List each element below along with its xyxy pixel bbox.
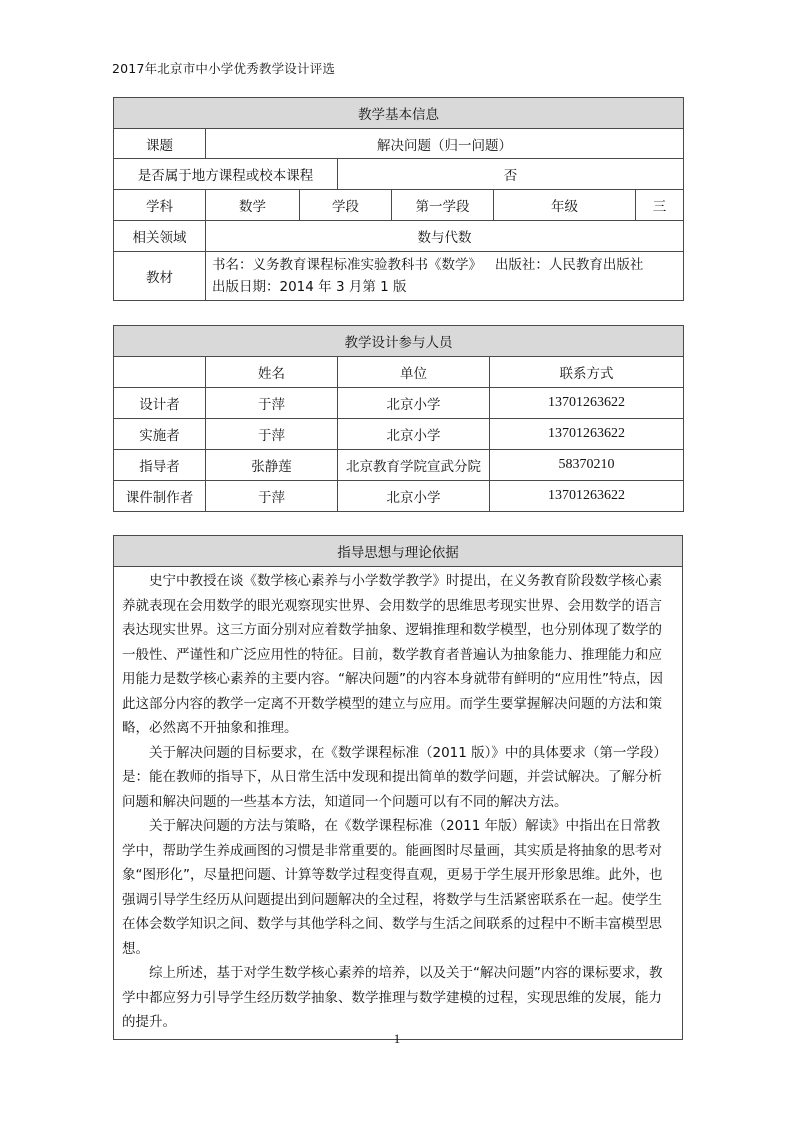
- column-header: 联系方式: [490, 357, 684, 388]
- page-number: 1: [393, 1031, 401, 1046]
- name-cell: 于萍: [206, 419, 338, 450]
- guidance-paragraph: 关于解决问题的目标要求，在《数学课程标准（2011 版）》中的具体要求（第一学段）是：能在教师的指导下，从日常生活中发现和提出简单的数学问题，并尝试解决。了解分析问题和解决问题的一些基本方法，知道同一个问题可以有不同的解决方法。: [122, 744, 667, 810]
- stage-value: 第一学段: [392, 190, 494, 221]
- participants-table: [113, 325, 684, 512]
- basic-info-table: [113, 97, 684, 301]
- table-row: [114, 481, 684, 512]
- domain-value: 数与代数: [206, 221, 684, 252]
- unit-cell: 北京小学: [338, 419, 490, 450]
- guidance-paragraph: 史宁中教授在谈《数学核心素养与小学数学教学》时提出，在义务教育阶段数学核心素养就表现在会用数学的眼光观察现实世界、会用数学的思维思考现实世界、会用数学的语言表达现实世界。这三方面分别对应着数学抽象、逻辑推理和数学模型，也分别体现了数学的一般性、严谨性和广泛应用性的特征。目前，数学教育者普遍认为抽象能力、推理能力和应用能力是数学核心素养的主要内容。“解决问题”的内容本身就带有鲜明的“应用性”特点，因此这部分内容的教学一定离不开数学模型的建立与应用。而学生要掌握解决问题的方法和策略，必然离不开抽象和推理。: [122, 573, 663, 736]
- participants-title: 教学设计参与人员: [114, 326, 684, 357]
- grade-label: 年级: [494, 190, 636, 221]
- domain-label: 相关领域: [114, 221, 206, 252]
- topic-label: 课题: [114, 129, 206, 159]
- unit-cell: 北京教育学院宣武分院: [338, 450, 490, 481]
- grade-value: 三: [636, 190, 684, 221]
- name-cell: 张静莲: [206, 450, 338, 481]
- column-header: [114, 357, 206, 388]
- guidance-paragraph: 综上所述，基于对学生数学核心素养的培养，以及关于“解决问题”内容的课标要求，教学中都应努力引导学生经历数学抽象、数学推理与数学建模的过程，实现思维的发展，能力的提升。: [122, 965, 663, 1030]
- name-cell: 于萍: [206, 481, 338, 512]
- unit-cell: 北京小学: [338, 388, 490, 419]
- name-cell: 于萍: [206, 388, 338, 419]
- topic-value: 解决问题（归一问题）: [206, 129, 684, 159]
- unit-cell: 北京小学: [338, 481, 490, 512]
- contact-cell: 58370210: [490, 450, 684, 481]
- role-cell: 指导者: [114, 450, 206, 481]
- local-course-value: 否: [338, 159, 684, 190]
- material-line-2: 出版日期：2014 年 3 月第 1 版: [212, 279, 407, 295]
- guidance-table: [113, 535, 683, 1040]
- subject-label: 学科: [114, 190, 206, 221]
- stage-label: 学段: [300, 190, 392, 221]
- contact-cell: 13701263622: [490, 419, 684, 450]
- contact-cell: 13701263622: [490, 481, 684, 512]
- basic-info-title: 教学基本信息: [114, 98, 684, 129]
- table-row: [114, 388, 684, 419]
- table-row: [114, 450, 684, 481]
- material-label: 教材: [114, 252, 206, 301]
- guidance-title: 指导思想与理论依据: [114, 536, 683, 567]
- contact-cell: 13701263622: [490, 388, 684, 419]
- material-line-1: 书名：义务教育课程标准实验教科书《数学》 出版社：人民教育出版社: [212, 257, 644, 273]
- role-cell: 设计者: [114, 388, 206, 419]
- document-header: 2017年北京市中小学优秀教学设计评选: [112, 61, 336, 76]
- guidance-paragraph: 关于解决问题的方法与策略，在《数学课程标准（2011 年版）解读》中指出在日常教学中，帮助学生养成画图的习惯是非常重要的。能画图时尽量画，其实质是将抽象的思考对象“图形化”，尽量把问题、计算等数学过程变得直观，更易于学生展开形象思维。此外，也强调引导学生经历从问题提出到问题解决的全过程，将数学与生活紧密联系在一起。使学生在体会数学知识之间、数学与其他学科之间、数学与生活之间联系的过程中不断丰富模型思想。: [122, 818, 663, 957]
- role-cell: 课件制作者: [114, 481, 206, 512]
- role-cell: 实施者: [114, 419, 206, 450]
- material-value: [206, 252, 684, 301]
- column-header: 单位: [338, 357, 490, 388]
- column-header: 姓名: [206, 357, 338, 388]
- subject-value: 数学: [206, 190, 300, 221]
- guidance-body: [114, 567, 683, 1040]
- local-course-label: 是否属于地方课程或校本课程: [114, 159, 338, 190]
- table-row: [114, 419, 684, 450]
